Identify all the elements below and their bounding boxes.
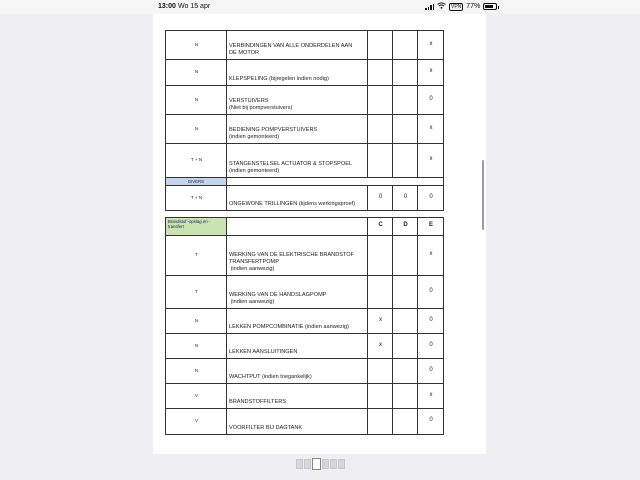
page-thumbnail-current[interactable]	[312, 458, 321, 470]
row-code: V	[166, 384, 227, 409]
cell-e: x	[418, 60, 444, 86]
row-code: T + N	[166, 186, 227, 211]
row-description: VERSTUIVERS (Niet bij pompverstuivers)	[227, 86, 368, 115]
cell-e: 0	[418, 186, 444, 211]
cell-e: 0	[418, 276, 444, 309]
row-description: ONGEWONE TRILLINGEN (tijdens werkingsproef)	[227, 186, 368, 211]
row-code: N	[166, 309, 227, 334]
cell-d	[393, 309, 418, 334]
table-row	[166, 236, 444, 276]
page-thumbnail[interactable]	[338, 459, 345, 469]
cell-e: x	[418, 144, 444, 178]
column-header-e: E	[418, 218, 444, 236]
row-code: T	[166, 236, 227, 276]
row-code: T	[166, 276, 227, 309]
scrollbar-thumb[interactable]	[482, 160, 484, 230]
page-thumbnail[interactable]	[304, 459, 311, 469]
row-description: WERKING VAN DE ELEKTRISCHE BRANDSTOF TRANSFERTPOMP (indien aanwezig)	[227, 236, 368, 276]
cell-d	[393, 115, 418, 144]
table-row	[166, 276, 444, 309]
row-code: N	[166, 334, 227, 359]
battery-icon	[483, 3, 497, 10]
cell-c	[368, 31, 393, 60]
column-header-c: C	[368, 218, 393, 236]
table-row	[166, 144, 444, 178]
wifi-icon	[437, 2, 446, 11]
table-row	[166, 60, 444, 86]
section-spacer	[227, 218, 368, 236]
cell-e: x	[418, 31, 444, 60]
cell-d	[393, 31, 418, 60]
row-description: LEKKEN AANSLUITINGEN	[227, 334, 368, 359]
row-description: STANGENSTELSEL ACTUATOR & STOPSPOEL (indien gemonteerd)	[227, 144, 368, 178]
cell-d	[393, 144, 418, 178]
cell-c	[368, 236, 393, 276]
row-description: VOORFILTER BIJ DAGTANK	[227, 409, 368, 435]
cell-c	[368, 276, 393, 309]
row-description: BRANDSTOFFILTERS	[227, 384, 368, 409]
section-header-row	[166, 178, 444, 186]
cell-d	[393, 236, 418, 276]
page-thumbnail[interactable]	[296, 459, 303, 469]
cell-d	[393, 334, 418, 359]
row-code: V	[166, 409, 227, 435]
status-time: 13:00	[158, 3, 176, 10]
cell-c: 0	[368, 186, 393, 211]
status-indicators	[425, 2, 497, 11]
table-row	[166, 86, 444, 115]
cell-c: x	[368, 309, 393, 334]
cell-c	[368, 144, 393, 178]
battery-percent: 77%	[466, 3, 481, 10]
table-row	[166, 186, 444, 211]
cell-c: x	[368, 334, 393, 359]
row-description: LEKKEN POMPCOMBINATIE (indien aanwezig)	[227, 309, 368, 334]
spacer-cell	[166, 211, 444, 218]
table-row	[166, 115, 444, 144]
cell-d	[393, 359, 418, 384]
cell-d: 0	[393, 186, 418, 211]
page-thumbnail[interactable]	[330, 459, 337, 469]
vpn-badge: VPN	[451, 3, 462, 10]
row-code: N	[166, 86, 227, 115]
row-description: WERKING VAN DE HANDSLAGPOMP (indien aanwezig)	[227, 276, 368, 309]
cell-d	[393, 384, 418, 409]
cell-d	[393, 276, 418, 309]
cell-d	[393, 86, 418, 115]
row-code: N	[166, 60, 227, 86]
row-code: N	[166, 31, 227, 60]
row-code: N	[166, 359, 227, 384]
table-row	[166, 409, 444, 435]
cell-c	[368, 384, 393, 409]
cell-c	[368, 409, 393, 435]
cell-e: x	[418, 236, 444, 276]
section-header-row	[166, 218, 444, 236]
section-label-divers: DIVERS	[166, 178, 227, 186]
row-code: N	[166, 115, 227, 144]
row-code: T + N	[166, 144, 227, 178]
table-row	[166, 384, 444, 409]
cell-e: 0	[418, 309, 444, 334]
cell-e: 0	[418, 409, 444, 435]
cell-e: 0	[418, 359, 444, 384]
row-description: WACHTPUT (indien toegankelijk)	[227, 359, 368, 384]
cell-c	[368, 115, 393, 144]
section-spacer	[227, 178, 444, 186]
cell-d	[393, 409, 418, 435]
row-description: KLEPSPELING (bijregelen indien nodig)	[227, 60, 368, 86]
cell-e: x	[418, 115, 444, 144]
cell-c	[368, 359, 393, 384]
page-thumbnail[interactable]	[322, 459, 329, 469]
row-description: VERBINDINGEN VAN ALLE ONDERDELEN AAN DE MOTOR	[227, 31, 368, 60]
cell-c	[368, 60, 393, 86]
column-header-d: D	[393, 218, 418, 236]
cell-e: 0	[418, 86, 444, 115]
table-row	[166, 359, 444, 384]
row-description: BEDIENING POMPVERSTUIVERS (indien gemonteerd)	[227, 115, 368, 144]
spacer-row	[166, 211, 444, 218]
cell-d	[393, 60, 418, 86]
cell-e: x	[418, 384, 444, 409]
table-row	[166, 334, 444, 359]
status-date: Wo 15 apr	[178, 3, 211, 10]
battery-fill	[485, 5, 493, 8]
cellular-signal-icon	[425, 3, 434, 10]
inspection-table	[165, 30, 444, 435]
page-thumbnail-strip	[296, 459, 345, 470]
section-label-fuel: Brandstof -opslag en - transfert	[166, 218, 227, 236]
cell-c	[368, 86, 393, 115]
cell-e: 0	[418, 334, 444, 359]
status-bar	[0, 0, 640, 14]
table-row	[166, 31, 444, 60]
table-row	[166, 309, 444, 334]
